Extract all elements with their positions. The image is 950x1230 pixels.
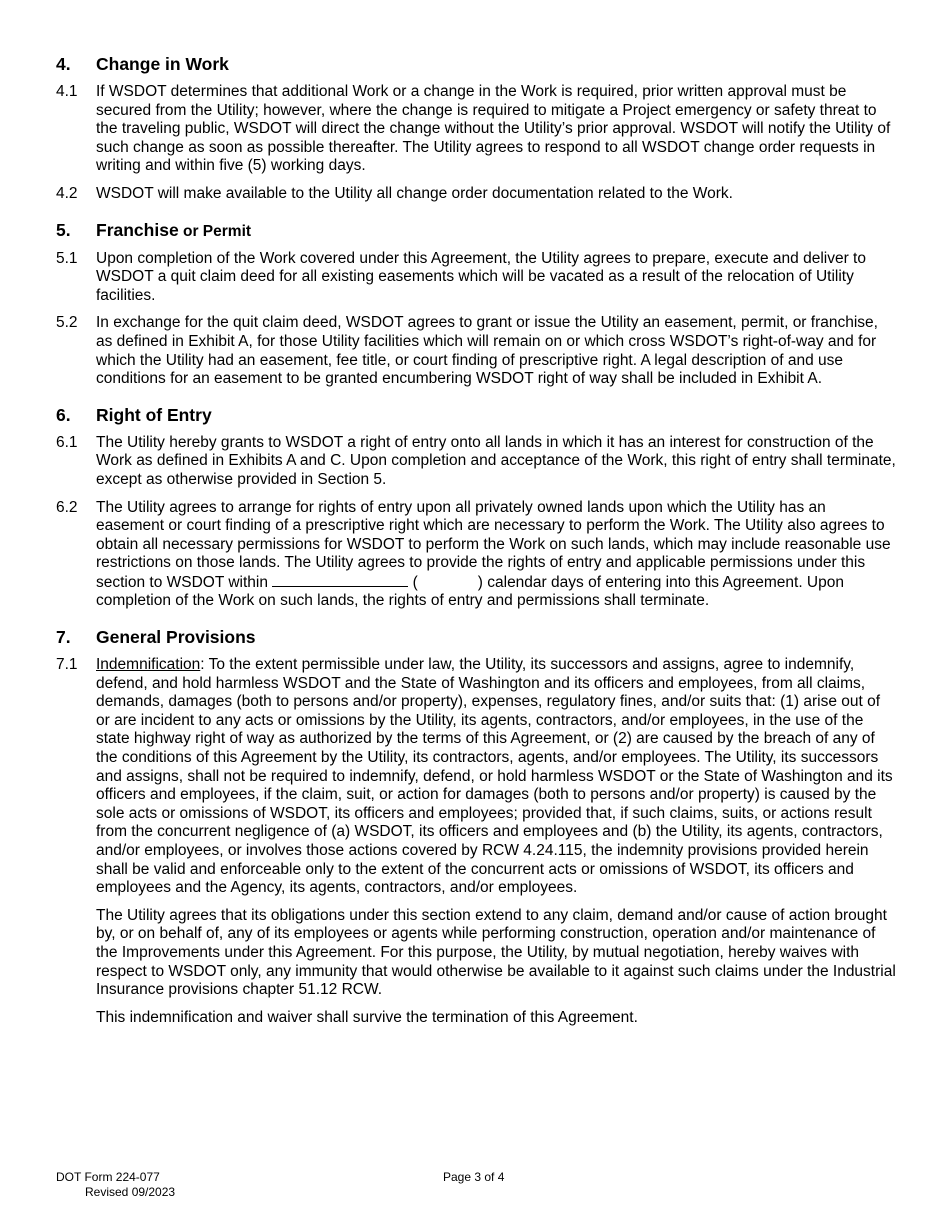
- form-number: DOT Form 224-077: [56, 1170, 160, 1184]
- section-number: 6.: [56, 404, 71, 425]
- section-title-main: Franchise: [96, 219, 179, 240]
- clause-text-part-a: The Utility agrees to arrange for rights of entry upon all privately owned lands upon which the Utility has an easement or court finding of a prescriptive right which are necessary to perform the Work. The Utility also agrees to obtain all necessary permissions for WSDOT to perform the Work on such lands, which may include reasonable use restrictions on those lands. The Utility agrees to provide the rights of entry and applicable permissions under this section to WSDOT within: [96, 498, 891, 591]
- section-number: 7.: [56, 627, 71, 648]
- clause-number: 6.1: [56, 433, 78, 451]
- clause-4-1: [56, 83, 896, 176]
- clause-7-1: [56, 656, 896, 898]
- section-7-heading: [56, 627, 896, 648]
- section-4-heading: [56, 54, 896, 75]
- clause-number: 7.1: [56, 656, 78, 674]
- document-page: [56, 54, 896, 1027]
- clause-7-1-paragraph-3: This indemnification and waiver shall survive the termination of this Agreement.: [96, 1008, 638, 1026]
- clause-number: 5.2: [56, 314, 78, 332]
- section-title: Change in Work: [96, 54, 229, 74]
- clause-text: The Utility hereby grants to WSDOT a right of entry onto all lands in which it has an interest for construction of the Work as defined in Exhibits A and C. Upon completion and acceptance of the Work, this right of entry shall terminate, except as otherwise provided in Section 5.: [96, 433, 896, 488]
- page-number: Page 3 of 4: [443, 1170, 505, 1184]
- footer-form-info: [56, 1170, 175, 1200]
- section-number: 5.: [56, 219, 71, 240]
- clause-text: Upon completion of the Work covered under this Agreement, the Utility agrees to prepare, execute and deliver to WSDOT a quit claim deed for all existing easements which will be vacated as a result of the relocation of Utility facilities.: [96, 249, 866, 304]
- clause-5-2: [56, 314, 896, 388]
- clause-number: 4.1: [56, 83, 78, 100]
- section-title: [96, 220, 251, 242]
- clause-text-part-b: days of entering into this Agreement. Upon completion of the Work on such lands, the rights of entry and permissions shall terminate.: [96, 573, 844, 610]
- clause-number: 6.2: [56, 498, 78, 516]
- clause-5-1: [56, 250, 896, 306]
- clause-text: If WSDOT determines that additional Work or a change in the Work is required, prior written approval must be secured from the Utility; however, where the change is required to mitigate a Project emergency or safety threat to the traveling public, WSDOT will direct the change without the Utility’s prior approval. WSDOT will notify the Utility of such change as soon as possible thereafter. The Utility agrees to respond to all WSDOT change order requests in writing and within five (5) working days.: [96, 83, 891, 175]
- clause-6-2: [56, 499, 896, 612]
- paren-open: (: [408, 573, 418, 591]
- clause-4-2: [56, 185, 896, 204]
- revision-date: Revised 09/2023: [85, 1185, 176, 1199]
- clause-text: [96, 499, 896, 612]
- days-written-blank[interactable]: [272, 573, 408, 587]
- clause-body: : To the extent permissible under law, the Utility, its successors and assigns, agree to indemnify, defend, and hold harmless WSDOT and the State of Washington and its officers and employees, from all claims, demands, damages (both to persons and/or property), expenses, regulatory fines, and/or suits that: (1) arise out of or are incident to any acts or omissions by the Utility, its agents, contractors, and/or employees, in the use of the state highway right of way as authorized by the terms of this Agreement, or (2) are caused by the breach of any of the conditions of this Agreement by the Utility, its contractors, agents, and/or employees. The Utility, its successors and assigns, shall not be required to indemnify, defend, or hold harmless WSDOT or the State of Washington and its officers and employees, if the claim, suit, or action for damages (both to persons and/or property) is caused by the sole acts or omissions of WSDOT, its officers and employees; provided that, if such claims, suits, or actions result from the concurrent negligence of (a) WSDOT, its officers and employees and (b) the Utility, its agents, contractors, and/or employees, or involves those actions covered by RCW 4.24.115, the indemnity provisions provided herein shall be valid and enforceable only to the extent of the concurrent acts or omissions of WSDOT, its officers and employees and the Agency, its agents, contractors, and/or employees.: [96, 656, 893, 897]
- clause-number: 4.2: [56, 184, 78, 202]
- section-6-heading: [56, 405, 896, 426]
- section-5-heading: [56, 220, 896, 242]
- clause-number: 5.1: [56, 249, 78, 267]
- section-title: Right of Entry: [96, 404, 212, 425]
- section-title: General Provisions: [96, 627, 256, 648]
- clause-text: In exchange for the quit claim deed, WSDOT agrees to grant or issue the Utility an easement, permit, or franchise, as defined in Exhibit A, for those Utility facilities which will remain on or which cross WSDOT’s right-of-way and for which the Utility had an easement, fee title, or court finding of prescriptive right. A legal description of and use conditions for an easement to be granted encumbering WSDOT right of way shall be included in Exhibit A.: [96, 314, 878, 388]
- paren-close: ) calendar: [477, 573, 547, 591]
- section-title-rest: or Permit: [178, 222, 252, 240]
- clause-text: WSDOT will make available to the Utility all change order documentation related to the Work.: [96, 184, 733, 202]
- section-number: 4.: [56, 54, 71, 74]
- clause-heading-indemnification: Indemnification: [96, 656, 201, 674]
- clause-6-1: [56, 434, 896, 490]
- clause-7-1-paragraph-2: The Utility agrees that its obligations under this section extend to any claim, demand and/or cause of action brought by, or on behalf of, any of its employees or agents while performing construction, operation and/or maintenance of the Improvements under this Agreement. For this purpose, the Utility, by mutual negotiation, hereby waives with respect to WSDOT only, any immunity that would otherwise be available to it against such claims under the Industrial Insurance provisions chapter 51.12 RCW.: [96, 906, 896, 999]
- clause-text: [96, 656, 896, 898]
